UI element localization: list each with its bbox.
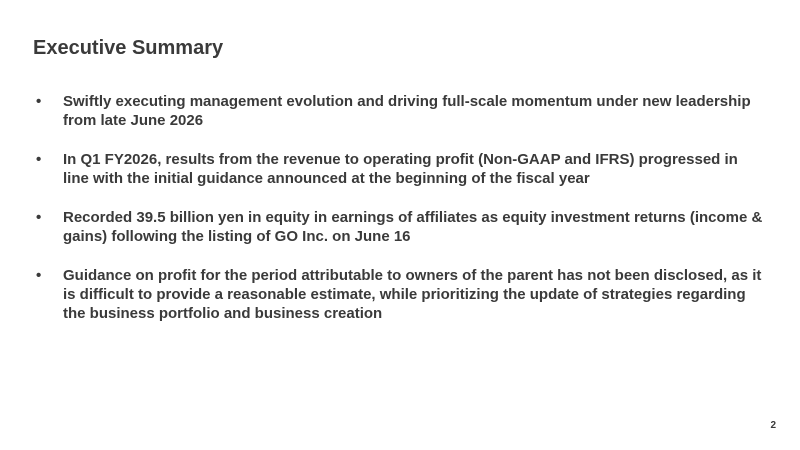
bullet-text: Guidance on profit for the period attributable to owners of the parent has not been disclosed, as it is difficult to provide a reasonable estimate, while prioritizing the update of strategies regarding the business portfolio and business creation <box>63 267 762 322</box>
bullet-item <box>36 208 766 246</box>
bullet-point-icon: • <box>36 151 42 168</box>
bullet-item <box>36 92 766 130</box>
bullet-point-icon: • <box>36 93 42 110</box>
page-number: 2 <box>770 420 776 431</box>
bullet-text: Swiftly executing management evolution and driving full-scale momentum under new leadership from late June 2026 <box>63 93 751 129</box>
bullet-item <box>36 150 766 188</box>
bullet-text: Recorded 39.5 billion yen in equity in earnings of affiliates as equity investment returns (income & gains) following the listing of GO Inc. on June 16 <box>63 209 763 245</box>
bullet-point-icon: • <box>36 209 42 226</box>
bullet-point-icon: • <box>36 267 42 284</box>
bullet-item <box>36 266 766 323</box>
bullet-text: In Q1 FY2026, results from the revenue to operating profit (Non-GAAP and IFRS) progressed in line with the initial guidance announced at the beginning of the fiscal year <box>63 151 738 187</box>
bullet-list <box>36 92 766 343</box>
slide-title: Executive Summary <box>33 37 224 59</box>
